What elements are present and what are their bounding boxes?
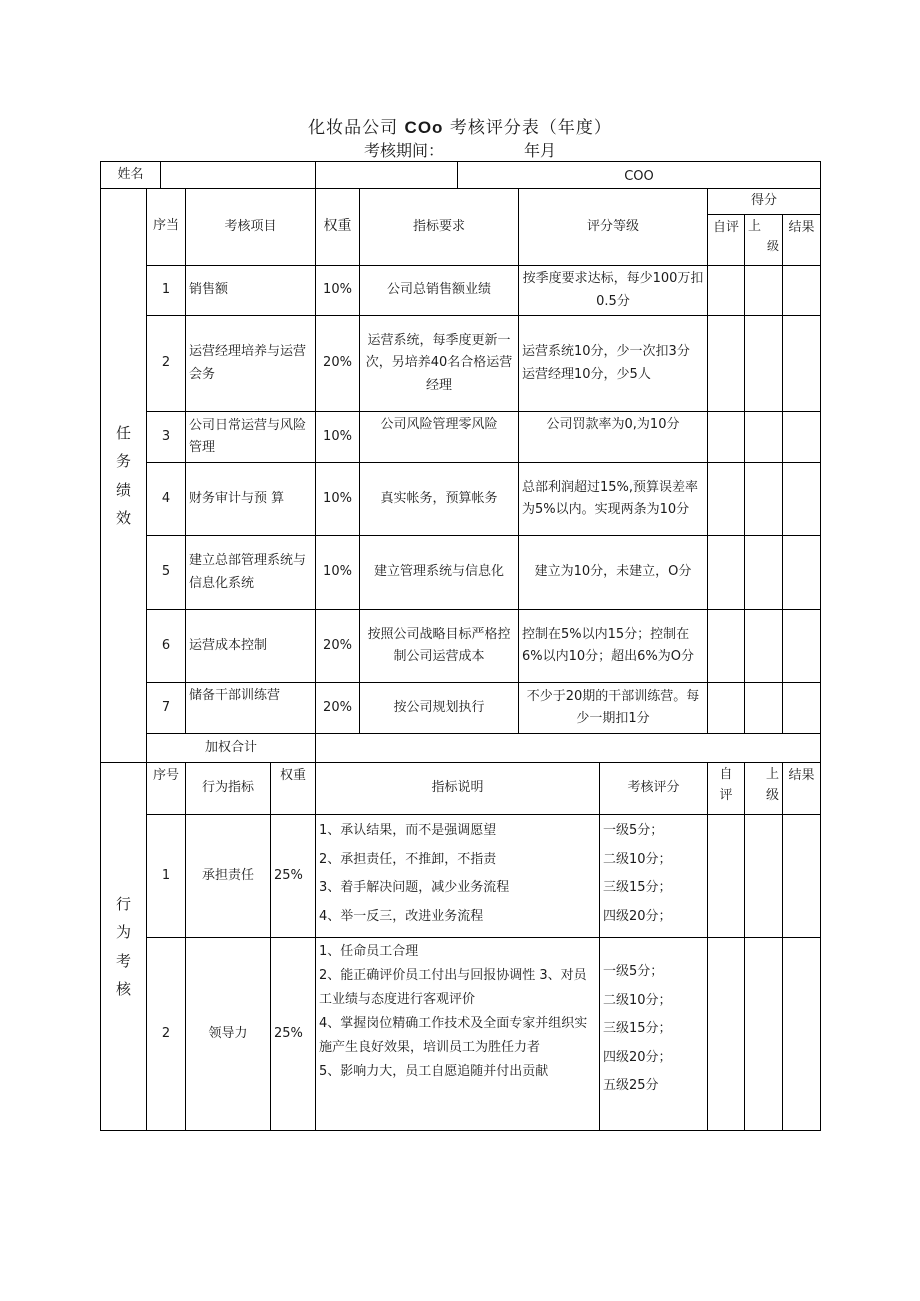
behavior-row-2-superior[interactable] <box>744 937 783 1131</box>
assessment-period <box>0 138 920 161</box>
task-row-3-grade: 公司罚款率为0,为10分 <box>518 411 708 463</box>
task-row-7-seq: 7 <box>146 682 186 734</box>
task-row-4-grade: 总部利润超过15%,预算误差率为5%以内。实现两条为10分 <box>518 462 708 536</box>
task-row-6-req: 按照公司战略目标严格控制公司运营成本 <box>359 609 519 683</box>
behavior-col-weight: 权重 <box>270 762 316 815</box>
task-row-5-seq: 5 <box>146 535 186 610</box>
task-col-grade: 评分等级 <box>518 188 708 266</box>
task-row-6-superior[interactable] <box>744 609 783 683</box>
behavior-row-1-desc: 1、承认结果，而不是强调愿望 2、承担责任，不推卸，不指责 3、着手解决问题，减少业务流程 4、举一反三，改进业务流程 <box>315 814 600 938</box>
behavior-row-1-seq: 1 <box>146 814 186 938</box>
task-row-6-grade: 控制在5%以内15分；控制在6%以内10分；超出6%为O分 <box>518 609 708 683</box>
title-role: COo <box>404 118 444 137</box>
task-col-result: 结果 <box>782 214 821 266</box>
task-row-2-weight: 20% <box>315 315 360 412</box>
task-row-3-item: 公司日常运营与风险管理 <box>185 411 316 463</box>
title-suffix: 考核评分表（年度） <box>449 118 612 138</box>
position-value: COO <box>457 161 821 189</box>
task-row-7-weight: 20% <box>315 682 360 734</box>
name-label: 姓名 <box>100 161 161 189</box>
behavior-row-1-score: 一级5分； 二级10分； 三级15分； 四级20分； <box>599 814 708 938</box>
task-row-1-item: 销售额 <box>185 265 316 316</box>
behavior-col-seq: 序号 <box>146 762 186 815</box>
name-field[interactable] <box>160 161 316 189</box>
period-label: 考核期间： <box>363 141 444 160</box>
task-total-label: 加权合计 <box>146 733 316 763</box>
behavior-row-1-item: 承担责任 <box>185 814 271 938</box>
title-prefix: 化妆品公司 <box>308 118 399 138</box>
behavior-col-superior: 上 级 <box>744 762 783 815</box>
task-row-4-seq: 4 <box>146 462 186 536</box>
task-total-value[interactable] <box>315 733 821 763</box>
task-col-seq: 序当 <box>146 188 186 266</box>
task-row-5-superior[interactable] <box>744 535 783 610</box>
task-row-1-seq: 1 <box>146 265 186 316</box>
task-row-5-weight: 10% <box>315 535 360 610</box>
task-row-4-result[interactable] <box>782 462 821 536</box>
task-row-3-seq: 3 <box>146 411 186 463</box>
behavior-row-1-result[interactable] <box>782 814 821 938</box>
task-row-5-result[interactable] <box>782 535 821 610</box>
task-row-5-req: 建立管理系统与信息化 <box>359 535 519 610</box>
task-row-6-self[interactable] <box>707 609 745 683</box>
behavior-section-label: 行 为 考 核 <box>100 762 147 1131</box>
behavior-row-2-desc: 1、任命员工合理 2、能正确评价员工付出与回报协调性 3、对员工业绩与态度进行客观评价 4、掌握岗位精确工作技术及全面专家并组织实施产生良好效果，培训员工为胜任力者 5、影响力大，员工自愿追随并付出贡献 <box>315 937 600 1131</box>
task-row-7-grade: 不少于20期的干部训练营。每少一期扣1分 <box>518 682 708 734</box>
task-row-2-req: 运营系统，每季度更新一次，另培养40名合格运营经理 <box>359 315 519 412</box>
task-row-5-item: 建立总部管理系统与信息化系统 <box>185 535 316 610</box>
behavior-row-2-weight: 25% <box>270 937 316 1131</box>
behavior-row-1-weight: 25% <box>270 814 316 938</box>
behavior-row-1-self[interactable] <box>707 814 745 938</box>
page-title <box>0 113 920 138</box>
behavior-row-2-result[interactable] <box>782 937 821 1131</box>
task-row-1-superior[interactable] <box>744 265 783 316</box>
task-row-4-superior[interactable] <box>744 462 783 536</box>
task-row-7-item: 储备干部训练营 <box>185 682 316 734</box>
task-row-1-result[interactable] <box>782 265 821 316</box>
task-row-1-self[interactable] <box>707 265 745 316</box>
task-row-5-self[interactable] <box>707 535 745 610</box>
task-col-self: 自评 <box>707 214 745 266</box>
task-row-2-seq: 2 <box>146 315 186 412</box>
behavior-col-score: 考核评分 <box>599 762 708 815</box>
task-col-superior: 上 级 <box>744 214 783 266</box>
task-row-6-result[interactable] <box>782 609 821 683</box>
task-row-5-grade: 建立为10分，未建立，O分 <box>518 535 708 610</box>
task-row-1-req: 公司总销售额业绩 <box>359 265 519 316</box>
task-row-4-self[interactable] <box>707 462 745 536</box>
task-row-4-req: 真实帐务，预算帐务 <box>359 462 519 536</box>
task-section-label: 任 务 绩 效 <box>100 188 147 763</box>
task-col-weight: 权重 <box>315 188 360 266</box>
behavior-col-desc: 指标说明 <box>315 762 600 815</box>
task-row-3-weight: 10% <box>315 411 360 463</box>
task-row-3-req: 公司风险管理零风险 <box>359 411 519 463</box>
task-row-3-result[interactable] <box>782 411 821 463</box>
header-blank-field[interactable] <box>315 161 458 189</box>
task-row-3-superior[interactable] <box>744 411 783 463</box>
task-row-3-self[interactable] <box>707 411 745 463</box>
task-row-7-result[interactable] <box>782 682 821 734</box>
task-row-4-item: 财务审计与预 算 <box>185 462 316 536</box>
behavior-row-2-self[interactable] <box>707 937 745 1131</box>
period-unit: 年月 <box>524 141 557 160</box>
task-col-score: 得分 <box>707 188 821 215</box>
task-row-2-result[interactable] <box>782 315 821 412</box>
behavior-col-self: 自 评 <box>707 762 745 815</box>
task-row-7-self[interactable] <box>707 682 745 734</box>
task-row-6-weight: 20% <box>315 609 360 683</box>
task-row-7-req: 按公司规划执行 <box>359 682 519 734</box>
behavior-row-1-superior[interactable] <box>744 814 783 938</box>
task-row-6-seq: 6 <box>146 609 186 683</box>
task-col-item: 考核项目 <box>185 188 316 266</box>
task-row-2-superior[interactable] <box>744 315 783 412</box>
task-row-4-weight: 10% <box>315 462 360 536</box>
task-row-2-grade: 运营系统10分，少一次扣3分 运营经理10分，少5人 <box>518 315 708 412</box>
behavior-col-result: 结果 <box>782 762 821 815</box>
behavior-col-item: 行为指标 <box>185 762 271 815</box>
task-row-7-superior[interactable] <box>744 682 783 734</box>
behavior-row-2-score: 一级5分； 二级10分； 三级15分； 四级20分； 五级25分 <box>599 937 708 1131</box>
task-row-1-weight: 10% <box>315 265 360 316</box>
task-row-2-self[interactable] <box>707 315 745 412</box>
task-row-1-grade: 按季度要求达标，每少100万扣0.5分 <box>518 265 708 316</box>
task-row-2-item: 运营经理培养与运营会务 <box>185 315 316 412</box>
task-col-req: 指标要求 <box>359 188 519 266</box>
behavior-row-2-seq: 2 <box>146 937 186 1131</box>
task-row-6-item: 运营成本控制 <box>185 609 316 683</box>
behavior-row-2-item: 领导力 <box>185 937 271 1131</box>
